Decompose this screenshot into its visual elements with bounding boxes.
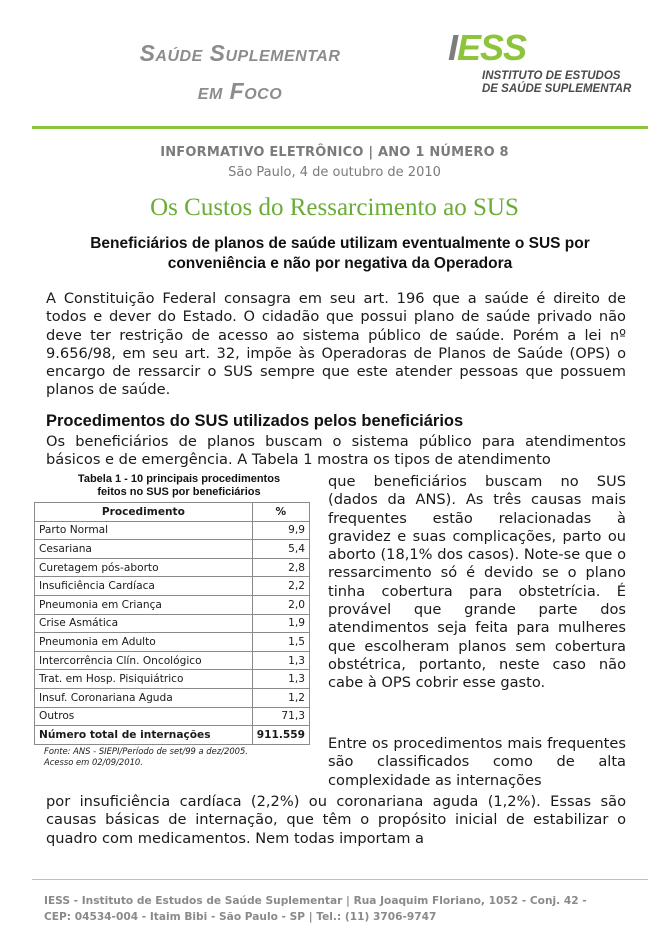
logo-letters-ess: ESS xyxy=(457,27,527,68)
table-caption-line2: feitos no SUS por beneficiários xyxy=(97,486,261,498)
paragraph-table-commentary: que beneficiários buscam no SUS (dados da ANS). As três causas mais frequentes estão relacionadas à gravidez e suas complicações, parto ou aborto (18,1% dos casos). Note-se que o ressarcimento só é devido se o plano tinha cobertura para obstetrícia. É provável que grande parte dos atendimentos seja feita para mulheres que escolheram planos sem cobertura obstétrica, portanto, neste caso não cabe à OPS cobrir esse gasto. xyxy=(328,473,626,692)
procedure-cell: Parto Normal xyxy=(35,521,253,540)
table-row xyxy=(35,688,310,707)
article-headline: Os Custos do Ressarcimento ao SUS xyxy=(150,194,519,221)
table-row xyxy=(35,614,310,633)
procedure-cell: Insuf. Coronariana Aguda xyxy=(35,688,253,707)
table-row xyxy=(35,670,310,689)
percent-cell: 9,9 xyxy=(252,521,309,540)
section-title: Procedimentos do SUS utilizados pelos beneficiários xyxy=(46,412,464,430)
table-source-line2: Acesso em 02/09/2010. xyxy=(44,756,143,767)
publication-title-line2: em Foco xyxy=(197,78,283,104)
publication-title xyxy=(60,34,420,110)
procedure-cell: Pneumonia em Adulto xyxy=(35,633,253,652)
percent-cell: 1,3 xyxy=(252,670,309,689)
percent-cell: 2,2 xyxy=(252,577,309,596)
logo-mark xyxy=(448,27,648,68)
column-header-procedure: Procedimento xyxy=(35,503,253,522)
table-caption xyxy=(34,473,324,499)
table-total-row xyxy=(35,726,310,745)
procedure-cell: Outros xyxy=(35,707,253,726)
percent-cell: 1,9 xyxy=(252,614,309,633)
table-row xyxy=(35,651,310,670)
table-row xyxy=(35,540,310,559)
footer-divider xyxy=(32,879,648,880)
logo-subtitle-line2: DE SAÚDE SUPLEMENTAR xyxy=(482,83,632,95)
footer-line1: IESS - Instituto de Estudos de Saúde Suplementar | Rua Joaquim Floriano, 1052 - Conj. 42 - xyxy=(44,895,587,907)
table-caption-line1: Tabela 1 - 10 principais procedimentos xyxy=(77,473,281,485)
table-source xyxy=(44,746,304,767)
footer-contact xyxy=(44,894,644,925)
total-value-cell: 911.559 xyxy=(252,726,309,745)
paragraph-intro: A Constituição Federal consagra em seu art. 196 que a saúde é direito de todos e dever do Estado. O cidadão que possui plano de saúde privado não deve ter restrição de acesso ao sistema público de saúde. Porém a lei nº 9.656/98, em seu art. 32, impõe às Operadoras de Planos de Saúde (OPS) o encargo de ressarcir o SUS sempre que este atender pessoas que possuem planos de saúde. xyxy=(46,290,626,399)
percent-cell: 1,2 xyxy=(252,688,309,707)
procedure-cell: Crise Asmática xyxy=(35,614,253,633)
publication-title-line1: Saúde Suplementar xyxy=(139,40,341,66)
total-label-cell: Número total de internações xyxy=(35,726,253,745)
paragraph-procedures: Os beneficiários de planos buscam o sistema público para atendimentos básicos e de emergência. A Tabela 1 mostra os tipos de atendimento xyxy=(46,433,626,469)
table-row xyxy=(35,521,310,540)
procedure-cell: Cesariana xyxy=(35,540,253,559)
percent-cell: 2,0 xyxy=(252,595,309,614)
table-row xyxy=(35,595,310,614)
percent-cell: 5,4 xyxy=(252,540,309,559)
issue-line: INFORMATIVO ELETRÔNICO | ANO 1 NÚMERO 8 xyxy=(160,145,509,160)
table-row xyxy=(35,707,310,726)
paragraph-high-complexity: Entre os procedimentos mais frequentes são classificados como de alta complexidade as internações xyxy=(328,735,626,789)
table-source-line1: Fonte: ANS - SIEPI/Período de set/99 a dez/2005. xyxy=(44,746,248,756)
iess-logo xyxy=(448,27,648,106)
header-divider xyxy=(32,126,648,129)
table-header-row xyxy=(35,503,310,522)
percent-cell: 1,5 xyxy=(252,633,309,652)
procedure-cell: Intercorrência Clín. Oncológico xyxy=(35,651,253,670)
logo-subtitle xyxy=(482,70,648,96)
logo-subtitle-line1: INSTITUTO DE ESTUDOS xyxy=(482,70,621,82)
procedure-cell: Insuficiência Cardíaca xyxy=(35,577,253,596)
table-row xyxy=(35,577,310,596)
column-header-percent: % xyxy=(252,503,309,522)
article-subhead: Beneficiários de planos de saúde utilizam eventualmente o SUS por conveniência e não por negativa da Operadora xyxy=(90,235,590,272)
percent-cell: 71,3 xyxy=(252,707,309,726)
percent-cell: 2,8 xyxy=(252,558,309,577)
footer-line2: CEP: 04534-004 - Itaim Bibi - São Paulo - SP | Tel.: (11) 3706-9747 xyxy=(44,910,437,923)
logo-letter-i: I xyxy=(448,27,458,68)
percent-cell: 1,3 xyxy=(252,651,309,670)
procedure-cell: Curetagem pós-aborto xyxy=(35,558,253,577)
table-row xyxy=(35,558,310,577)
paragraph-continuation: por insuficiência cardíaca (2,2%) ou coronariana aguda (1,2%). Essas são causas básicas de internação, que têm o propósito inicial de estabilizar o quadro com medicamentos. Nem todas importam a xyxy=(46,793,626,847)
issue-date: São Paulo, 4 de outubro de 2010 xyxy=(228,165,441,180)
procedure-cell: Trat. em Hosp. Pisiquiátrico xyxy=(35,670,253,689)
table-row xyxy=(35,633,310,652)
procedure-cell: Pneumonia em Criança xyxy=(35,595,253,614)
procedures-table xyxy=(34,502,310,745)
